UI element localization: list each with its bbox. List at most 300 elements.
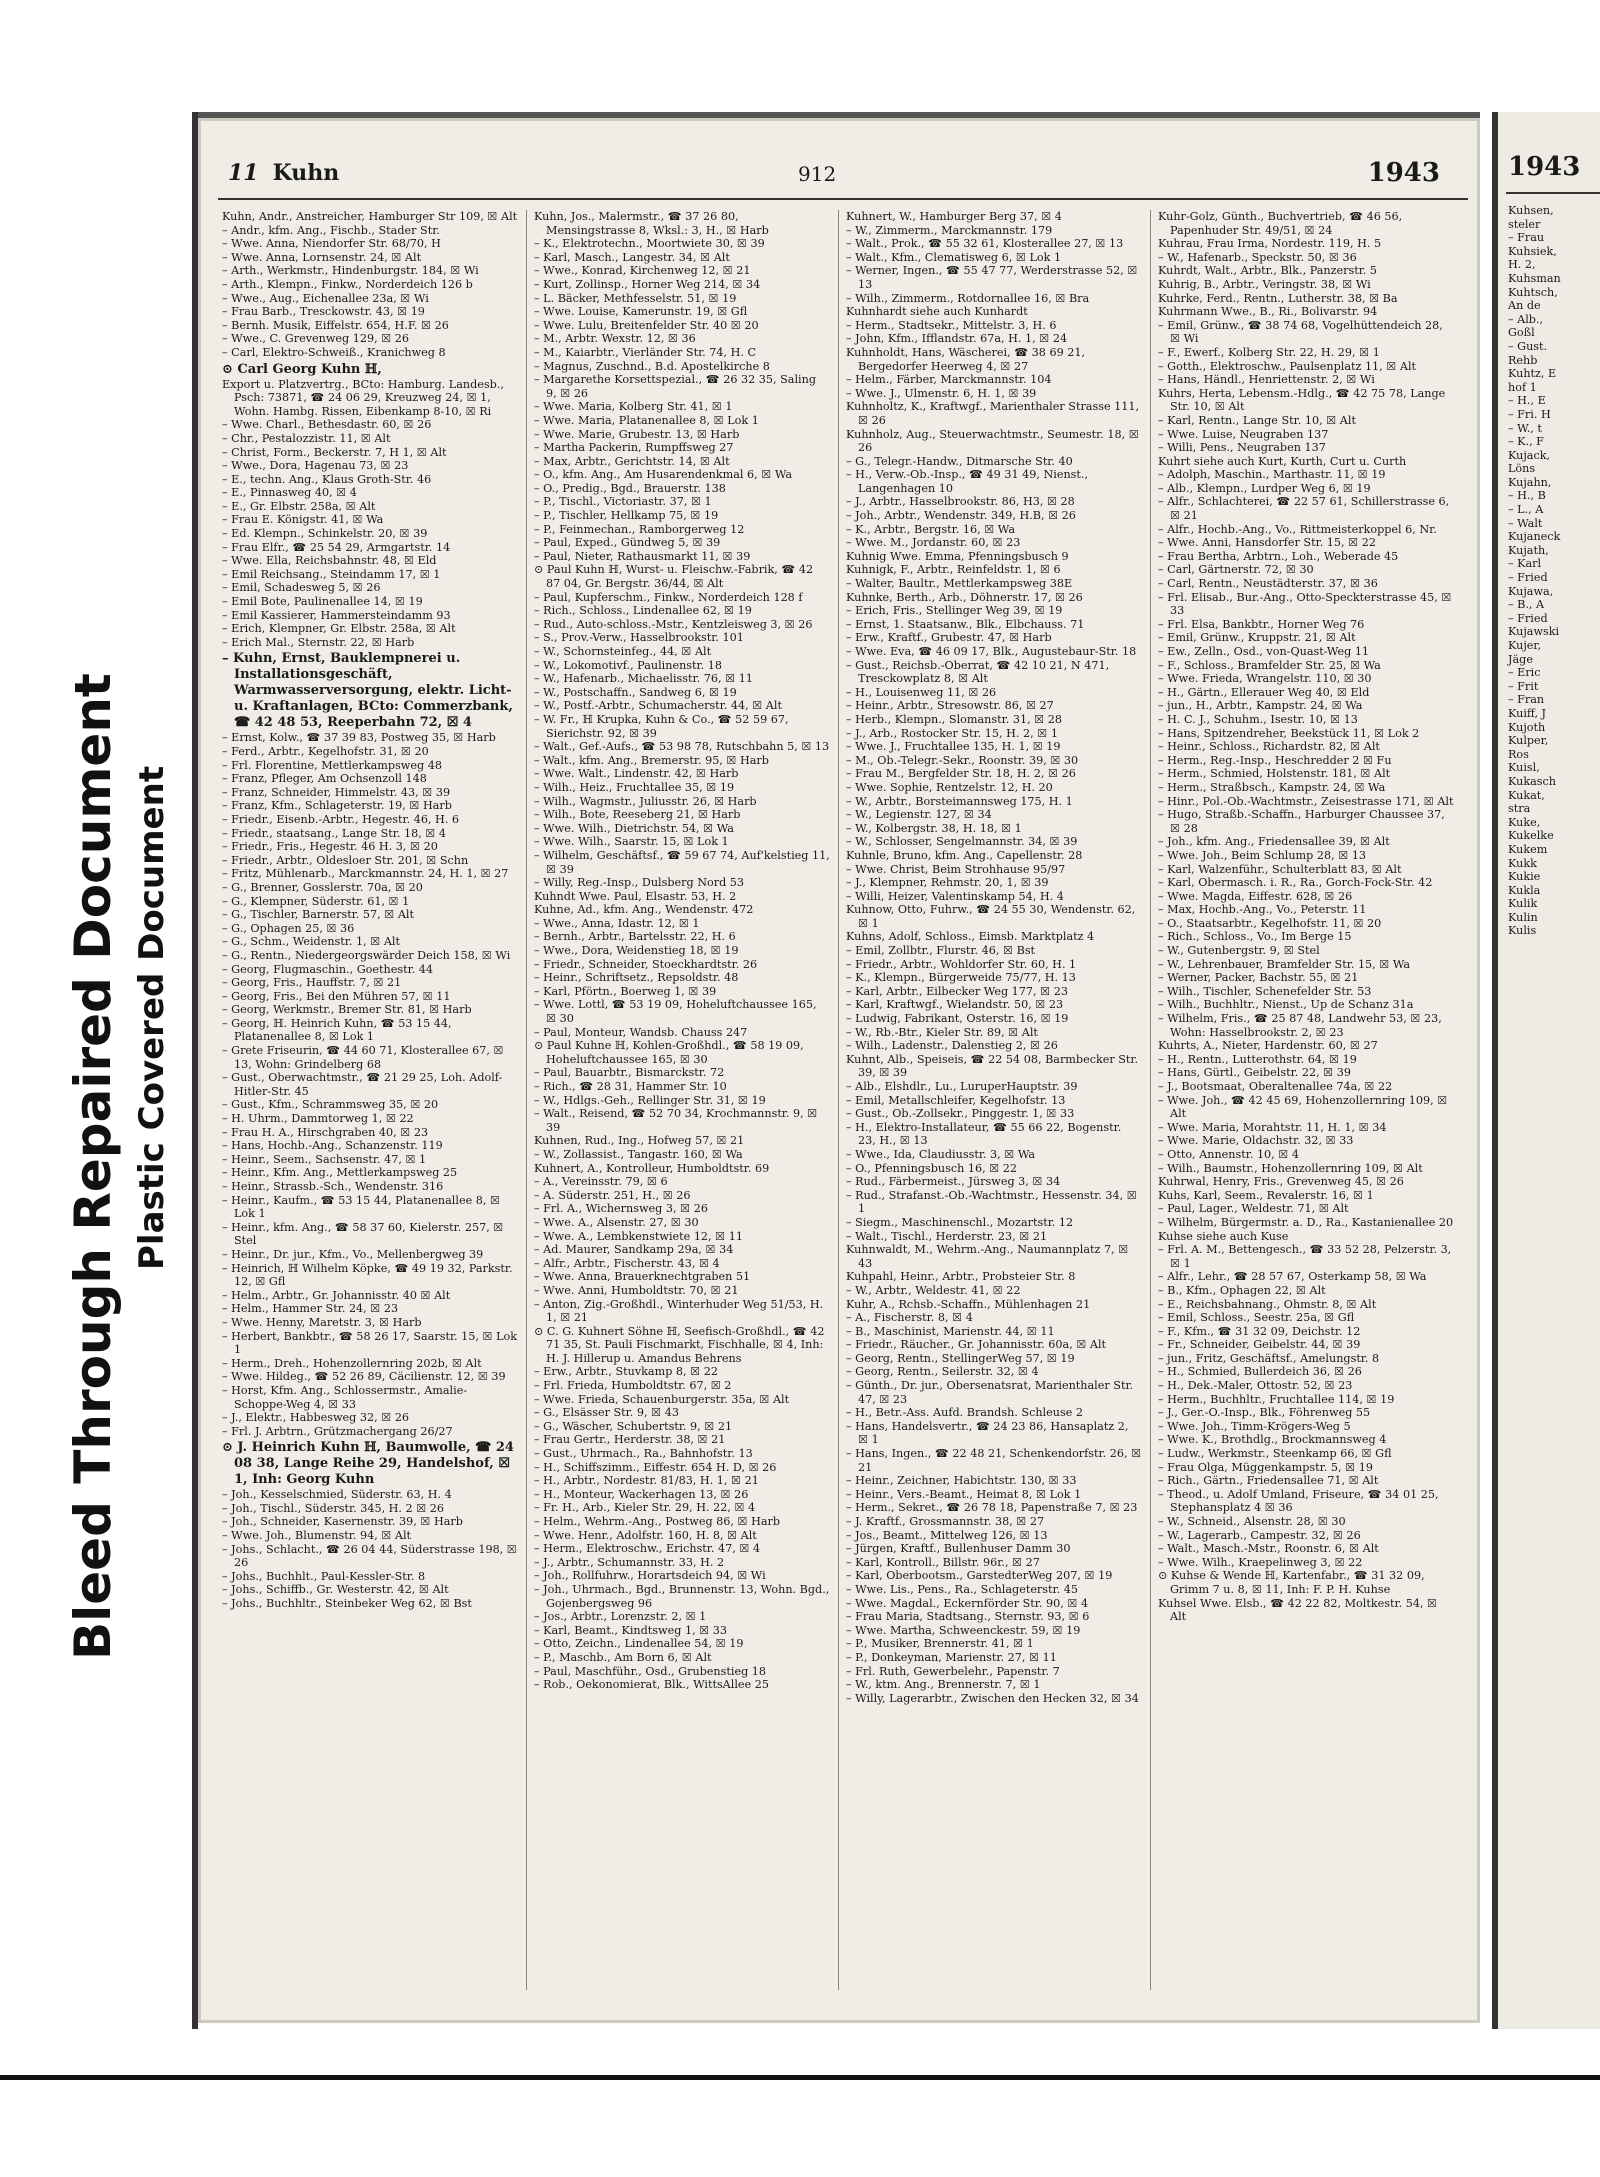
directory-entry: Kuhrs, Herta, Lebensm.-Hdlg., ☎ 42 75 78, Lange Str. 10, ☒ Alt [1158,386,1446,414]
directory-entry: – Herm., Straßbsch., Kampstr. 24, ☒ Wa [1158,780,1386,794]
directory-entry: – Herb., Klempn., Slomanstr. 31, ☒ 28 [846,712,1063,726]
adjacent-page-edge [1492,112,1600,2029]
directory-entry: – Wwe. Frieda, Schauenburgerstr. 35a, ☒ Alt [534,1392,790,1406]
adjacent-line: Kuiff, J [1508,706,1547,720]
directory-entry: – H., Elektro-Installateur, ☎ 55 66 22, Bogenstr. 23, H., ☒ 13 [846,1120,1122,1148]
directory-entry: – Franz, Pfleger, Am Ochsenzoll 148 [222,772,427,786]
adjacent-line: – Fri. H [1508,407,1551,421]
directory-entry: – Martha Packerin, Rumpffsweg 27 [534,441,734,455]
directory-entry: – Rich., Schloss., Vo., Im Berge 15 [1158,930,1352,944]
adjacent-line: steler [1508,217,1541,231]
adjacent-line: Jäge [1508,652,1533,666]
adjacent-line: Kuhsen, [1508,204,1554,217]
directory-entry: – Karl, Oberbootsm., GarstedterWeg 207, ☒ 19 [846,1569,1113,1583]
header-year: 1943 [1367,158,1440,188]
firm-entry: ⊙ Carl Georg Kuhn ℍ, [222,361,382,377]
directory-entry: – Emil Reichsang., Steindamm 17, ☒ 1 [222,567,441,581]
directory-entry: – W., ktm. Ang., Brennerstr. 7, ☒ 1 [846,1678,1041,1692]
directory-entry: – Karl, Pförtn., Boerweg 1, ☒ 39 [534,984,717,998]
directory-entry: – W., Postf.-Arbtr., Schumacherstr. 44, ☒ Alt [534,699,782,713]
directory-entry: – Otto, Annenstr. 10, ☒ 4 [1158,1147,1299,1161]
directory-entry: – Ludwig, Fabrikant, Osterstr. 16, ☒ 19 [846,1012,1069,1026]
directory-entry: – Wilh., Baumstr., Hohenzollernring 109, ☒ Alt [1158,1161,1423,1175]
directory-entry: – W., Legienstr. 127, ☒ 34 [846,808,992,822]
directory-entry: Kuhse siehe auch Kuse [1158,1229,1289,1243]
directory-entry: Export u. Platzvertrg., BCto: Hamburg. Landesb., Psch: 73871, ☎ 24 06 29, Kreuzweg 24, ☒ 1, Wohn. Hambg. Rissen, Eibenkamp 8-10, ☒ Ri [222,377,504,418]
directory-entry: – Karl, Obermasch. i. R., Ra., Gorch-Fock-Str. 42 [1158,876,1433,890]
directory-entry: – Emil, Grünw., Kruppstr. 21, ☒ Alt [1158,631,1356,645]
directory-entry: – Carl, Rentn., Neustädterstr. 37, ☒ 36 [1158,577,1378,591]
directory-entry: – Siegm., Maschinenschl., Mozartstr. 12 [846,1215,1074,1229]
directory-entry: – Heinr., Kaufm., ☎ 53 15 44, Platanenallee 8, ☒ Lok 1 [222,1193,501,1221]
directory-entry: – G., Tischler, Barnerstr. 57, ☒ Alt [222,908,415,922]
directory-entry: – H., Louisenweg 11, ☒ 26 [846,685,997,699]
directory-entry: Kuhnow, Otto, Fuhrw., ☎ 24 55 30, Wendenstr. 62, ☒ 1 [846,903,1136,930]
directory-entry: – Wwe. Maria, Morahtstr. 11, H. 1, ☒ 34 [1158,1120,1387,1134]
directory-entry: – Wwe. Marie, Grubestr. 13, ☒ Harb [534,427,740,441]
directory-entry: – Frl. Ruth, Gewerbelehr., Papenstr. 7 [846,1664,1060,1678]
directory-entry: Kuhn, Andr., Anstreicher, Hamburger Str 109, ☒ Alt [222,210,518,223]
directory-entry: – Friedr., staatsang., Lange Str. 18, ☒ 4 [222,826,447,840]
directory-entry: – Frau Maria, Stadtsang., Sternstr. 93, ☒ 6 [846,1610,1090,1624]
directory-entry: – Wwe. Frieda, Wrangelstr. 110, ☒ 30 [1158,672,1372,686]
directory-entry: – Georg, Fris., Bei den Mühren 57, ☒ 11 [222,989,451,1003]
directory-entry: – Walt., Masch.-Mstr., Roonstr. 6, ☒ Alt [1158,1542,1379,1556]
directory-entry: – P., Maschb., Am Born 6, ☒ Alt [534,1650,712,1664]
directory-entry: – Wwe. Walt., Lindenstr. 42, ☒ Harb [534,767,739,781]
column-4 [1158,210,1454,1990]
directory-entry: – Hans, Händl., Henriettenstr. 2, ☒ Wi [1158,373,1375,387]
adjacent-line: Kukem [1508,842,1548,856]
directory-entry: – Paul, Nieter, Rathausmarkt 11, ☒ 39 [534,549,751,563]
directory-entry: – P., Tischler, Hellkamp 75, ☒ 19 [534,509,719,523]
directory-entry: Kuhnig Wwe. Emma, Pfenningsbusch 9 [846,549,1069,563]
directory-entry: – Wwe. K., Brothdlg., Brockmannsweg 4 [1158,1433,1387,1447]
directory-entry: – Frl. J. Arbtrn., Grützmachergang 26/27 [222,1424,453,1438]
directory-entry: – Helm., Färber, Marckmannstr. 104 [846,373,1052,387]
directory-entry: – Theod., u. Adolf Umland, Friseure, ☎ 34 01 25, Stephansplatz 4 ☒ 36 [1158,1487,1439,1515]
directory-entry: – Georg, Rentn., Seilerstr. 32, ☒ 4 [846,1365,1039,1379]
directory-entry: – E., Reichsbahnang., Ohmstr. 8, ☒ Alt [1158,1297,1377,1311]
adjacent-line: – B., A [1508,598,1545,612]
directory-entry: – H., Monteur, Wackerhagen 13, ☒ 26 [534,1487,749,1501]
directory-entry: – A., Fischerstr. 8, ☒ 4 [846,1311,973,1325]
directory-entry: – Wwe. Magda, Eiffestr. 628, ☒ 26 [1158,889,1353,903]
directory-entry: – Ludw., Werkmstr., Steenkamp 66, ☒ Gfl [1158,1447,1392,1461]
directory-entry: Kuhrwal, Henry, Fris., Grevenweg 45, ☒ 26 [1158,1175,1404,1189]
directory-entry: Kuhrdt, Walt., Arbtr., Blk., Panzerstr. 5 [1158,264,1378,278]
directory-entry: – Wilh., Zimmerm., Rotdornallee 16, ☒ Bra [846,291,1090,305]
directory-entry: Kuhrt siehe auch Kurt, Kurth, Curt u. Curth [1158,454,1407,468]
directory-entry: – Johs., Buchhltr., Steinbeker Weg 62, ☒ Bst [222,1597,472,1611]
directory-entry: – Wwe. Louise, Kamerunstr. 19, ☒ Gfl [534,305,748,319]
stamp-line-bleed-through [64,673,122,1660]
directory-entry: – Bernh. Musik, Eiffelstr. 654, H.F. ☒ 26 [222,318,449,332]
directory-entry: – H., Arbtr., Nordestr. 81/83, H. 1, ☒ 21 [534,1474,759,1488]
directory-entry: – Wwe. A., Alsenstr. 27, ☒ 30 [534,1215,699,1229]
directory-entry: – Alfr., Lehr., ☎ 28 57 67, Osterkamp 58, ☒ Wa [1158,1270,1427,1284]
directory-entry: – O., Predig., Bgd., Brauerstr. 138 [534,481,726,495]
directory-entry: Kuhnt, Alb., Speiseis, ☎ 22 54 08, Barmbecker Str. 39, ☒ 39 [846,1052,1139,1080]
directory-entry: – H., Rentn., Lutterothstr. 64, ☒ 19 [1158,1052,1357,1066]
directory-entry: ⊙ Paul Kuhne ℍ, Kohlen-Großhdl., ☎ 58 19 09, Hoheluftchaussee 165, ☒ 30 [534,1039,804,1066]
directory-entry: – Frl. A., Wichernsweg 3, ☒ 26 [534,1202,708,1216]
directory-entry: Kuhrts, A., Nieter, Hardenstr. 60, ☒ 27 [1158,1039,1378,1053]
directory-entry: – Jos., Arbtr., Lorenzstr. 2, ☒ 1 [534,1610,707,1624]
adjacent-line: – H., E [1508,394,1546,408]
adjacent-line: Kukla [1508,883,1541,897]
directory-entry: Kuhrmann Wwe., B., Ri., Bolivarstr. 94 [1158,305,1378,319]
directory-entry: – J., Elektr., Habbesweg 32, ☒ 26 [222,1411,410,1425]
directory-entry: – Friedr., Arbtr., Wohldorfer Str. 60, H. 1 [846,957,1077,971]
directory-entry: – Helm., Wehrm.-Ang., Postweg 86, ☒ Harb [534,1515,781,1528]
adjacent-line: – Fran [1508,693,1545,707]
directory-entry: – Herm., Sekret., ☎ 26 78 18, Papenstraße 7, ☒ 23 [846,1501,1138,1515]
directory-entry: – Frau Olga, Müggenkampstr. 5, ☒ 19 [1158,1460,1373,1474]
directory-entry: Kuhs, Karl, Seem., Revalerstr. 16, ☒ 1 [1158,1188,1374,1202]
directory-entry: – Frau Bertha, Arbtrn., Loh., Weberade 45 [1158,549,1399,563]
directory-entry: – J., Bootsmaat, Oberaltenallee 74a, ☒ 22 [1158,1080,1393,1093]
directory-entry: – Wwe., Dora, Hagenau 73, ☒ 23 [222,459,409,473]
directory-entry: – Rud., Färbermeist., Jürsweg 3, ☒ 34 [846,1175,1061,1189]
directory-entry: – Ferd., Arbtr., Kegelhofstr. 31, ☒ 20 [222,745,429,758]
directory-entry: – P., Musiker, Brennerstr. 41, ☒ 1 [846,1637,1034,1651]
directory-entry: – Wwe. M., Jordanstr. 60, ☒ 23 [846,536,1021,550]
column-divider [1150,210,1151,1990]
directory-entry: – Georg, Flugmaschin., Goethestr. 44 [222,962,434,976]
directory-entry: – Ew., Zelln., Osd., von-Quast-Weg 11 [1158,645,1370,658]
adjacent-line: Kukat, [1508,788,1545,802]
adjacent-line: – Frau [1508,231,1545,245]
directory-entry: – Joh., Arbtr., Wendenstr. 349, H.B, ☒ 26 [846,509,1076,523]
directory-entry: – G., Schm., Weidenstr. 1, ☒ Alt [222,935,400,949]
directory-entry: – Walt., Kfm., Clematisweg 6, ☒ Lok 1 [846,250,1062,264]
directory-entry: – G., Klempner, Süderstr. 61, ☒ 1 [222,894,410,908]
directory-entry: – Wwe. A., Lembkenstwiete 12, ☒ 11 [534,1229,743,1243]
directory-entry: – Rud., Strafanst.-Ob.-Wachtmstr., Hessenstr. 34, ☒ 1 [846,1188,1137,1216]
directory-entry: – W., Hafenarb., Michaelisstr. 76, ☒ 11 [534,672,753,686]
directory-entry: Kuhnle, Bruno, kfm. Ang., Capellenstr. 28 [846,848,1083,862]
directory-entry: – Kurt, Zollinsp., Horner Weg 214, ☒ 34 [534,277,761,291]
adjacent-line: – Karl [1508,557,1542,571]
directory-entry: – Hinr., Pol.-Ob.-Wachtmstr., Zeisestrasse 171, ☒ Alt [1158,794,1454,808]
directory-entry: – E., techn. Ang., Klaus Groth-Str. 46 [222,472,432,486]
directory-entry: – S., Prov.-Verw., Hasselbrookstr. 101 [534,631,744,645]
directory-entry: – Wwe. Lulu, Breitenfelder Str. 40 ☒ 20 [534,318,759,332]
adjacent-line: – K., F [1508,435,1544,449]
directory-entry: – Johs., Schiffb., Gr. Westerstr. 42, ☒ Alt [222,1583,449,1597]
directory-entry: – Emil, Zollbtr., Flurstr. 46, ☒ Bst [846,944,1036,958]
directory-entry: Kuhnholdt, Hans, Wäscherei, ☎ 38 69 21, Bergedorfer Heerweg 4, ☒ 27 [846,345,1086,373]
directory-entry: – Karl, Walzenführ., Schulterblatt 83, ☒ Alt [1158,862,1402,876]
directory-entry: – M., Kaiarbtr., Vierländer Str. 74, H. C [534,345,757,359]
directory-entry: – Wwe. Henr., Adolfstr. 160, H. 8, ☒ Alt [534,1528,757,1542]
directory-entry: – Herm., Schmied, Holstenstr. 181, ☒ Alt [1158,767,1391,781]
directory-entry: – Heinr., Zeichner, Habichtstr. 130, ☒ 33 [846,1474,1077,1488]
adjacent-line: Kuhtz, E [1508,367,1557,381]
directory-entry: – Emil, Grünw., ☎ 38 74 68, Vogelhüttendeich 28, ☒ Wi [1158,318,1443,346]
directory-entry: – Ad. Maurer, Sandkamp 29a, ☒ 34 [534,1243,734,1257]
directory-entry: – Rich., Schloss., Lindenallee 62, ☒ 19 [534,604,752,618]
directory-entry: – Gust., Uhrmach., Ra., Bahnhofstr. 13 [534,1447,753,1461]
directory-entry: – W., Lokomotivf., Paulinenstr. 18 [534,658,722,672]
firm-entry: – Kuhn, Ernst, Bauklempnerei u. Installationsgeschäft, Warmwasserversorgung, elektr. Licht- u. Kraftanlagen, BCto: Commerzbank, ☎ 42 48 53, Reeperbahn 72, ☒ 4 [222,651,513,731]
directory-entry: – Paul, Kupferschm., Finkw., Norderdeich 128 f [534,590,803,604]
directory-entry: Kuhr, A., Rchsb.-Schaffn., Mühlenhagen 21 [846,1297,1091,1311]
column-3 [846,210,1142,1990]
directory-entry: – Frl. Elsa, Bankbtr., Horner Weg 76 [1158,617,1365,631]
directory-entry: – Frau H. A., Hirschgraben 40, ☒ 23 [222,1125,429,1139]
directory-entry: – Joh., Schneider, Kasernenstr. 39, ☒ Harb [222,1515,463,1529]
directory-entry: – G., Brenner, Gosslerstr. 70a, ☒ 20 [222,880,423,894]
page-number: 912 [798,162,837,186]
directory-entry: – O., kfm. Ang., Am Husarendenkmal 6, ☒ Wa [534,468,793,482]
directory-entry: – O., Staatsarbtr., Kegelhofstr. 11, ☒ 20 [1158,916,1382,930]
directory-entry: – Hans, Gürtl., Geibelstr. 22, ☒ 39 [1158,1066,1351,1080]
directory-entry: – W., Schlosser, Sengelmannstr. 34, ☒ 39 [846,835,1078,849]
adjacent-line: hof 1 [1508,380,1537,394]
directory-entry: – A., Vereinsstr. 79, ☒ 6 [534,1175,668,1189]
adjacent-line: An de [1508,299,1541,313]
directory-entry: – Willi, Pens., Neugraben 137 [1158,441,1326,455]
directory-entry: – Jos., Beamt., Mittelweg 126, ☒ 13 [846,1528,1048,1542]
directory-entry: Kuhrig, B., Arbtr., Veringstr. 38, ☒ Wi [1158,277,1371,291]
directory-entry: – Walt., Tischl., Herderstr. 23, ☒ 21 [846,1229,1048,1243]
adjacent-line: – Eric [1508,666,1541,680]
directory-entry: – Heinr., Seem., Sachsenstr. 47, ☒ 1 [222,1152,427,1166]
directory-entry: – Joh., Uhrmach., Bgd., Brunnenstr. 13, Wohn. Bgd., Gojenbergsweg 96 [534,1582,830,1610]
adjacent-line: Kuhsiek, [1508,244,1557,258]
directory-entry: – Hans, Ingen., ☎ 22 48 21, Schenkendorfstr. 26, ☒ 21 [846,1447,1142,1474]
directory-entry: – Wwe. Christ, Beim Strohhause 95/97 [846,862,1066,876]
directory-entry: – Frl. A. M., Bettengesch., ☎ 33 52 28, Pelzerstr. 3, ☒ 1 [1158,1243,1452,1270]
directory-entry: – Paul, Bauarbtr., Bismarckstr. 72 [534,1066,725,1080]
directory-entry: – Walt., kfm. Ang., Bremerstr. 95, ☒ Harb [534,753,769,767]
directory-entry: – Erw., Arbtr., Stuvkamp 8, ☒ 22 [534,1365,718,1379]
directory-entry: – Emil, Schadesweg 5, ☒ 26 [222,581,381,595]
directory-entry: – Arth., Klempn., Finkw., Norderdeich 126 b [222,277,473,291]
adjacent-header-rule [1506,192,1600,194]
directory-entry: – Ed. Klempn., Schinkelstr. 20, ☒ 39 [222,527,428,541]
directory-entry: – jun., Fritz, Geschäftsf., Amelungstr. 8 [1158,1351,1380,1365]
directory-entry: – Wwe. Wilh., Dietrichstr. 54, ☒ Wa [534,821,734,835]
header-running-head [228,160,339,186]
archive-stamp [40,190,190,1670]
directory-entry: – W., Kolbergstr. 38, H. 18, ☒ 1 [846,821,1022,835]
directory-entry: – Wwe. Joh., Beim Schlump 28, ☒ 13 [1158,848,1367,862]
directory-entry: – J., Ger.-O.-Insp., Blk., Föhrenweg 55 [1158,1406,1371,1420]
directory-entry: – Wwe. Lis., Pens., Ra., Schlageterstr. 45 [846,1582,1078,1596]
directory-entry: – Willi, Heizer, Valentinskamp 54, H. 4 [846,889,1064,903]
directory-entry: Kuhnert, A., Kontrolleur, Humboldtstr. 69 [534,1161,770,1175]
directory-entry: – Frau Gertr., Herderstr. 38, ☒ 21 [534,1433,726,1447]
directory-entry: Kuhrke, Ferd., Rentn., Lutherstr. 38, ☒ Ba [1158,291,1398,305]
directory-entry: – Joh., Tischl., Süderstr. 345, H. 2 ☒ 26 [222,1501,445,1515]
directory-entry: – Alfr., Hochb.-Ang., Vo., Rittmeisterkoppel 6, Nr. [1158,522,1437,536]
directory-entry: – Wwe., C. Grevenweg 129, ☒ 26 [222,332,410,346]
directory-entry: – Georg, Fris., Hauffstr. 7, ☒ 21 [222,976,402,990]
directory-entry: – E., Gr. Elbstr. 258a, ☒ Alt [222,499,376,513]
directory-entry: – Wwe. Charl., Bethesdastr. 60, ☒ 26 [222,418,432,432]
directory-entry: – Herm., Dreh., Hohenzollernring 202b, ☒ Alt [222,1356,482,1370]
directory-entry: Kuhnen, Rud., Ing., Hofweg 57, ☒ 21 [534,1134,745,1148]
directory-entry: – Wwe. Henny, Maretstr. 3, ☒ Harb [222,1315,422,1329]
directory-entry: – W., Hdlgs.-Geh., Rellinger Str. 31, ☒ 19 [534,1093,766,1107]
directory-entry: – W., Arbtr., Weldestr. 41, ☒ 22 [846,1283,1021,1297]
adjacent-line: – Frit [1508,679,1539,693]
directory-entry: – Wwe. Anni, Hansdorfer Str. 15, ☒ 22 [1158,536,1376,550]
directory-entry: – Heinr., Dr. jur., Kfm., Vo., Mellenbergweg 39 [222,1247,484,1261]
adjacent-line: H. 2, [1508,258,1536,272]
stamp-repaired-text: Repaired Document [64,673,122,1231]
directory-entry: ⊙ C. G. Kuhnert Söhne ℍ, Seefisch-Großhdl., ☎ 42 71 35, St. Pauli Fischmarkt, Fischhalle, ☒ 4, Inh: H. J. Hillerup u. Amandus Behrens [534,1324,825,1365]
directory-entry: – P., Donkeyman, Marienstr. 27, ☒ 11 [846,1650,1057,1664]
directory-entry: – Walt., Reisend, ☎ 52 70 34, Krochmannstr. 9, ☒ 39 [534,1107,818,1134]
directory-columns [222,210,1470,2010]
adjacent-line: Kukasch [1508,774,1556,788]
directory-entry: – Wilh., Heiz., Fruchtallee 35, ☒ 19 [534,780,735,794]
directory-entry: – Alfr., Arbtr., Fischerstr. 43, ☒ 4 [534,1256,720,1270]
directory-entry: – Wwe. Wilh., Saarstr. 15, ☒ Lok 1 [534,835,729,849]
directory-entry: – Jürgen, Kraftf., Bullenhuser Damm 30 [846,1542,1071,1556]
directory-entry: – Helm., Hammer Str. 24, ☒ 23 [222,1302,399,1316]
directory-entry: – Wilh., Ladenstr., Dalenstieg 2, ☒ 26 [846,1039,1058,1053]
directory-entry: – Chr., Pestalozzistr. 11, ☒ Alt [222,431,391,445]
directory-entry: – Emil Bote, Paulinenallee 14, ☒ 19 [222,595,423,609]
directory-entry: – Karl, Rentn., Lange Str. 10, ☒ Alt [1158,413,1356,427]
stamp-bleed-through-text: Bleed Through [64,1248,122,1660]
directory-entry: Kuhnwaldt, M., Wehrm.-Ang., Naumannplatz 7, ☒ 43 [846,1243,1129,1270]
directory-entry: – Herm., Reg.-Insp., Heschredder 2 ☒ Fu [1158,753,1392,767]
directory-entry: – Fr., Schneider, Geibelstr. 44, ☒ 39 [1158,1338,1361,1352]
directory-entry: – Heinrich, ℍ Wilhelm Köpke, ☎ 49 19 32, Parkstr. 12, ☒ Gfl [222,1261,513,1289]
directory-entry: – Wwe. Marie, Oldachstr. 32, ☒ 33 [1158,1134,1354,1148]
directory-entry: – Herbert, Bankbtr., ☎ 58 26 17, Saarstr. 15, ☒ Lok 1 [222,1329,518,1357]
directory-entry: – Wilh., Wagmstr., Juliusstr. 26, ☒ Harb [534,794,757,808]
header-rule [218,198,1468,200]
directory-entry: – Max, Hochb.-Ang., Vo., Peterstr. 11 [1158,903,1367,917]
directory-entry: – W., Hafenarb., Speckstr. 50, ☒ 36 [1158,250,1357,264]
directory-entry: – Karl, Kontroll., Billstr. 96r., ☒ 27 [846,1555,1040,1569]
directory-entry: – Gust., Ob.-Zollsekr., Pinggestr. 1, ☒ 33 [846,1107,1075,1121]
directory-entry: – J., Klempner, Rehmstr. 20, 1, ☒ 39 [846,876,1049,890]
adjacent-page-year: 1943 [1508,152,1581,182]
directory-entry: – Herm., Elektroschw., Erichstr. 47, ☒ 4 [534,1542,761,1556]
adjacent-line: – L., A [1508,503,1544,517]
directory-entry: – J. Kraftf., Grossmannstr. 38, ☒ 27 [846,1515,1045,1528]
adjacent-line: Kujack, [1508,448,1551,462]
adjacent-line: stra [1508,802,1531,816]
directory-entry: – Karl, Beamt., Kindtsweg 1, ☒ 33 [534,1623,728,1637]
directory-entry: – Herm., Stadtsekr., Mittelstr. 3, H. 6 [846,318,1057,332]
directory-entry: Kuhne, Ad., kfm. Ang., Wendenstr. 472 [534,903,754,917]
directory-entry: – H. Uhrm., Dammtorweg 1, ☒ 22 [222,1112,414,1126]
directory-entry: – Wwe. Maria, Kolberg Str. 41, ☒ 1 [534,400,733,414]
directory-entry: – Wwe., Konrad, Kirchenweg 12, ☒ 21 [534,264,751,278]
directory-entry: – Ernst, 1. Staatsanw., Blk., Elbchauss. 71 [846,617,1085,631]
adjacent-line: Kukelke [1508,829,1554,843]
directory-entry: – Helm., Arbtr., Gr. Johannisstr. 40 ☒ Alt [222,1288,451,1302]
directory-entry: – Ernst, Kolw., ☎ 37 39 83, Postweg 35, ☒ Harb [222,731,496,745]
adjacent-line: Ros [1508,747,1529,761]
directory-entry: – Christ, Form., Beckerstr. 7, H 1, ☒ Alt [222,445,447,459]
directory-entry: – G., Telegr.-Handw., Ditmarsche Str. 40 [846,454,1073,468]
directory-entry: – G., Wäscher, Schubertstr. 9, ☒ 21 [534,1419,733,1433]
directory-entry: – Wwe. Joh., Timm-Krögers-Weg 5 [1158,1419,1351,1433]
directory-entry: – G., Ophagen 25, ☒ 36 [222,921,355,935]
directory-entry: Kuhn, Jos., Malermstr., ☎ 37 26 80, Mensingstrasse 8, Wksl.: 3, H., ☒ Harb [534,210,769,237]
directory-entry: – Karl, Masch., Langestr. 34, ☒ Alt [534,250,730,264]
directory-entry: – Rich., Gärtn., Friedensallee 71, ☒ Alt [1158,1474,1379,1488]
directory-entry: – Wwe. Sophie, Rentzelstr. 12, H. 20 [846,780,1053,794]
adjacent-line: – Fried [1508,571,1548,585]
directory-entry: – Rud., Auto-schloss.-Mstr., Kentzleisweg 3, ☒ 26 [534,617,813,631]
directory-entry: – Heinr., Arbtr., Stresowstr. 86, ☒ 27 [846,699,1054,713]
directory-entry: – Paul, Lager., Weldestr. 71, ☒ Alt [1158,1202,1349,1216]
directory-entry: – Friedr., Eisenb.-Arbtr., Hegestr. 46, H. 6 [222,812,460,826]
directory-entry: – Anton, Zig.-Großhdl., Winterhuder Weg 51/53, H. 1, ☒ 21 [534,1297,824,1325]
adjacent-line: – Alb., [1508,312,1544,326]
adjacent-line: Kuhtsch, [1508,285,1558,299]
directory-entry: – Wilh., Bote, Reeseberg 21, ☒ Harb [534,808,741,822]
directory-entry: – H., Schmied, Bullerdeich 36, ☒ 26 [1158,1365,1362,1379]
directory-entry: – Georg, Rentn., StellingerWeg 57, ☒ 19 [846,1351,1075,1365]
directory-entry: – Frl. Frieda, Humboldtstr. 67, ☒ 2 [534,1379,732,1393]
top-margin [0,0,1600,60]
directory-entry: – Joh., Rollfuhrw., Horartsdeich 94, ☒ Wi [534,1569,766,1583]
directory-entry: – W. Fr., ℍ Krupka, Kuhn & Co., ☎ 52 59 67, Sierichstr. 92, ☒ 39 [534,712,789,740]
directory-entry: – W., Rb.-Btr., Kieler Str. 89, ☒ Alt [846,1025,1038,1039]
directory-entry: – Wwe. Anna, Lornsenstr. 24, ☒ Alt [222,250,422,264]
directory-entry: Kuhnholtz, K., Kraftwgf., Marienthaler Strasse 111, ☒ 26 [846,400,1140,427]
directory-entry: – Hans, Handelsvertr., ☎ 24 23 86, Hansaplatz 2, ☒ 1 [846,1419,1129,1447]
directory-entry: – Alb., Klempn., Lurdper Weg 6, ☒ 19 [1158,481,1371,495]
directory-entry: – Carl, Gärtnerstr. 72, ☒ 30 [1158,563,1314,577]
adjacent-line: Kuke, [1508,815,1541,829]
adjacent-line: Kukie [1508,870,1541,884]
directory-entry: – Rob., Oekonomierat, Blk., WittsAllee 25 [534,1678,769,1692]
directory-entry: – Fr. H., Arb., Kieler Str. 29, H. 22, ☒ 4 [534,1501,756,1515]
directory-entry: – Heinr., Strassb.-Sch., Wendenstr. 316 [222,1180,444,1193]
directory-entry: – Heinr., Schloss., Richardstr. 82, ☒ Alt [1158,740,1380,754]
directory-entry: – G., Rentn., Niedergeorgswärder Deich 158, ☒ Wi [222,948,511,962]
directory-entry: – Walt., Gef.-Aufs., ☎ 53 98 78, Rutschbahn 5, ☒ 13 [534,740,830,754]
directory-entry: – Otto, Zeichn., Lindenallee 54, ☒ 19 [534,1637,744,1651]
directory-entry: – B., Kfm., Ophagen 22, ☒ Alt [1158,1283,1326,1297]
directory-entry: Kuhnke, Berth., Arb., Döhnerstr. 17, ☒ 26 [846,590,1083,604]
adjacent-line: – W., t [1508,421,1542,435]
directory-entry: – Wilhelm, Fris., ☎ 25 87 48, Landwehr 53, ☒ 23, Wohn: Hasselbrookstr. 2, ☒ 23 [1158,1012,1442,1039]
directory-entry: – H. C. J., Schuhm., Isestr. 10, ☒ 13 [1158,712,1358,726]
adjacent-line: Kujawa, [1508,584,1554,598]
directory-entry: – Emil, Schloss., Seestr. 25a, ☒ Gfl [1158,1311,1355,1325]
directory-entry: – Wwe. Anni, Humboldtstr. 70, ☒ 21 [534,1283,739,1297]
directory-entry: – Franz, Kfm., Schlageterstr. 19, ☒ Harb [222,799,452,813]
directory-entry: – B., Maschinist, Marienstr. 44, ☒ 11 [846,1324,1055,1338]
directory-entry: – W., Schneid., Alsenstr. 28, ☒ 30 [1158,1515,1346,1528]
stamp-plastic-covered-text: Plastic Covered Document [132,765,172,1270]
adjacent-line: Kulin [1508,910,1538,924]
directory-entry: – Adolph, Maschin., Marthastr. 11, ☒ 19 [1158,468,1386,482]
directory-entry: – Gust., Kfm., Schrammsweg 35, ☒ 20 [222,1098,439,1112]
directory-entry: – M., Ob.-Telegr.-Sekr., Roonstr. 39, ☒ 30 [846,753,1079,767]
directory-entry: – Wwe. Joh., ☎ 42 45 69, Hohenzollernring 109, ☒ Alt [1158,1093,1448,1121]
directory-entry: – Wilhelm, Bürgermstr. a. D., Ra., Kastanienallee 20 [1158,1215,1454,1229]
directory-entry: – Joh., Kesselschmied, Süderstr. 63, H. 4 [222,1488,452,1502]
adjacent-line: Kujahn, [1508,475,1552,489]
directory-entry: – Alfr., Schlachterei, ☎ 22 57 61, Schillerstrasse 6, ☒ 21 [1158,495,1450,523]
adjacent-line: – H., B [1508,489,1546,503]
